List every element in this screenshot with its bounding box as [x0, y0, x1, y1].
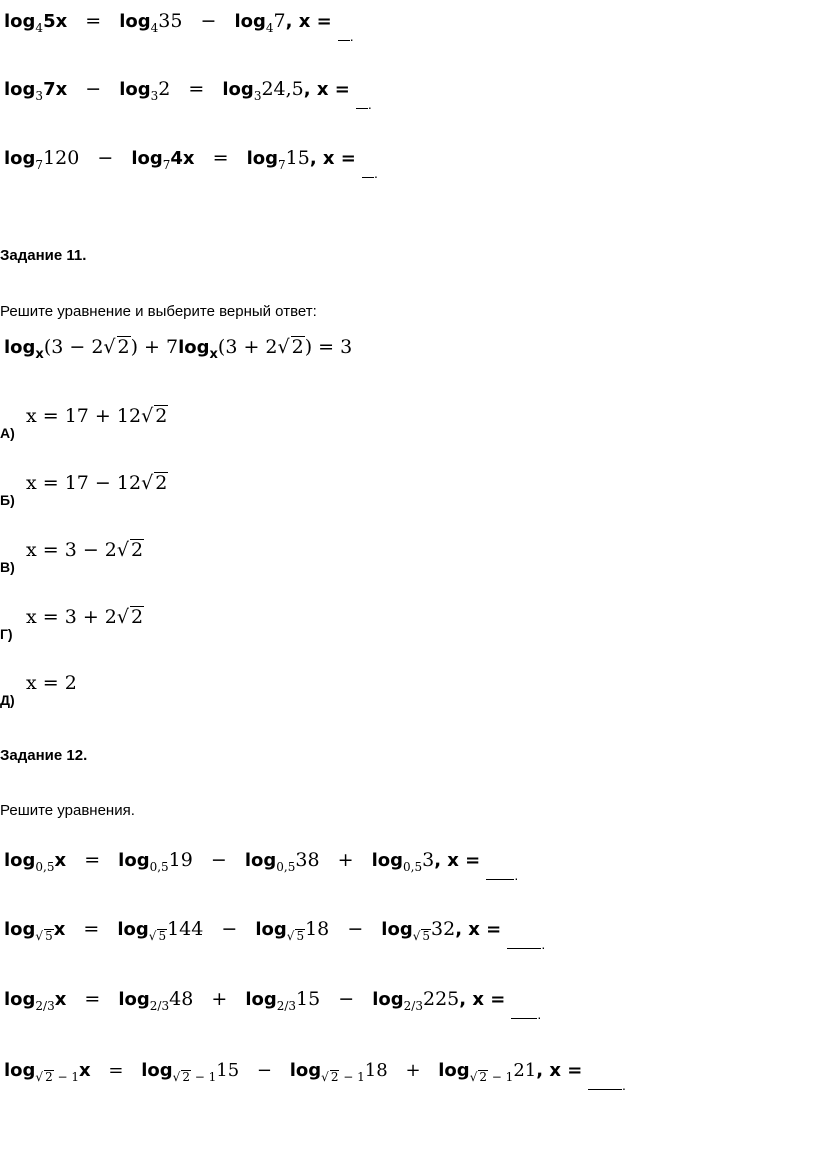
equation-12-4: $\log_{√ 2 - 1}x = \log_{√ 2 - 1}15 - \log_{√ 2 - 1}18 + \log_{√ 2 - 1}21$, x = $_.$: [4, 1060, 626, 1093]
answer-blank[interactable]: [362, 176, 374, 178]
task-11-instruction: Решите уравнение и выберите верный ответ:: [0, 303, 317, 320]
answer-blank[interactable]: [511, 1017, 537, 1019]
task-12-instruction: Решите уравнения.: [0, 802, 135, 819]
option-g[interactable]: x = 3 + 2√ 2: [26, 606, 144, 628]
equation-10-1: $\log_45x = \log_435 - \log_47$, x = $_.$: [4, 10, 354, 44]
equation-12-3: $\log_{2/3}x = \log_{2/3}48 + \log_{2/3}15 - \log_{2/3}225$, x = $_.$: [4, 988, 542, 1022]
equation-12-2: $\log_{√ 5}x = \log_{√ 5}144 - \log_{√ 5}18 - \log_{√ 5}32$, x = $_.$: [4, 918, 546, 952]
answer-blank[interactable]: [486, 878, 514, 880]
answer-blank[interactable]: [507, 947, 541, 949]
option-v[interactable]: x = 3 − 2√ 2: [26, 539, 144, 561]
option-b-letter[interactable]: Б): [0, 492, 15, 508]
option-a[interactable]: x = 17 + 12√ 2: [26, 405, 168, 427]
option-v-letter[interactable]: В): [0, 559, 15, 575]
equation-10-3: $\log_7120 - \log_74x = \log_715$, x = $_.$: [4, 147, 378, 181]
equation-12-1: $\log_{0,5}x = \log_{0,5}19 - \log_{0,5}38 + \log_{0,5}3$, x = $_.$: [4, 849, 519, 883]
task-12-heading: Задание 12.: [0, 747, 88, 764]
answer-blank[interactable]: [338, 39, 350, 41]
option-b[interactable]: x = 17 − 12√ 2: [26, 472, 168, 494]
equation-10-2: $\log_37x - \log_32 = \log_324,5$, x = $_.$: [4, 78, 372, 112]
option-d[interactable]: x = 2: [26, 672, 77, 694]
option-g-letter[interactable]: Г): [0, 626, 13, 642]
task-11-heading: Задание 11.: [0, 247, 87, 264]
answer-blank[interactable]: [588, 1088, 622, 1090]
equation-11: $\log_x(3 - 2√$ $2) + 7\log_x(3 + 2√$ 2) = 3: [4, 336, 353, 362]
option-d-letter[interactable]: Д): [0, 692, 15, 708]
answer-blank[interactable]: [356, 107, 368, 109]
option-a-letter[interactable]: А): [0, 425, 15, 441]
